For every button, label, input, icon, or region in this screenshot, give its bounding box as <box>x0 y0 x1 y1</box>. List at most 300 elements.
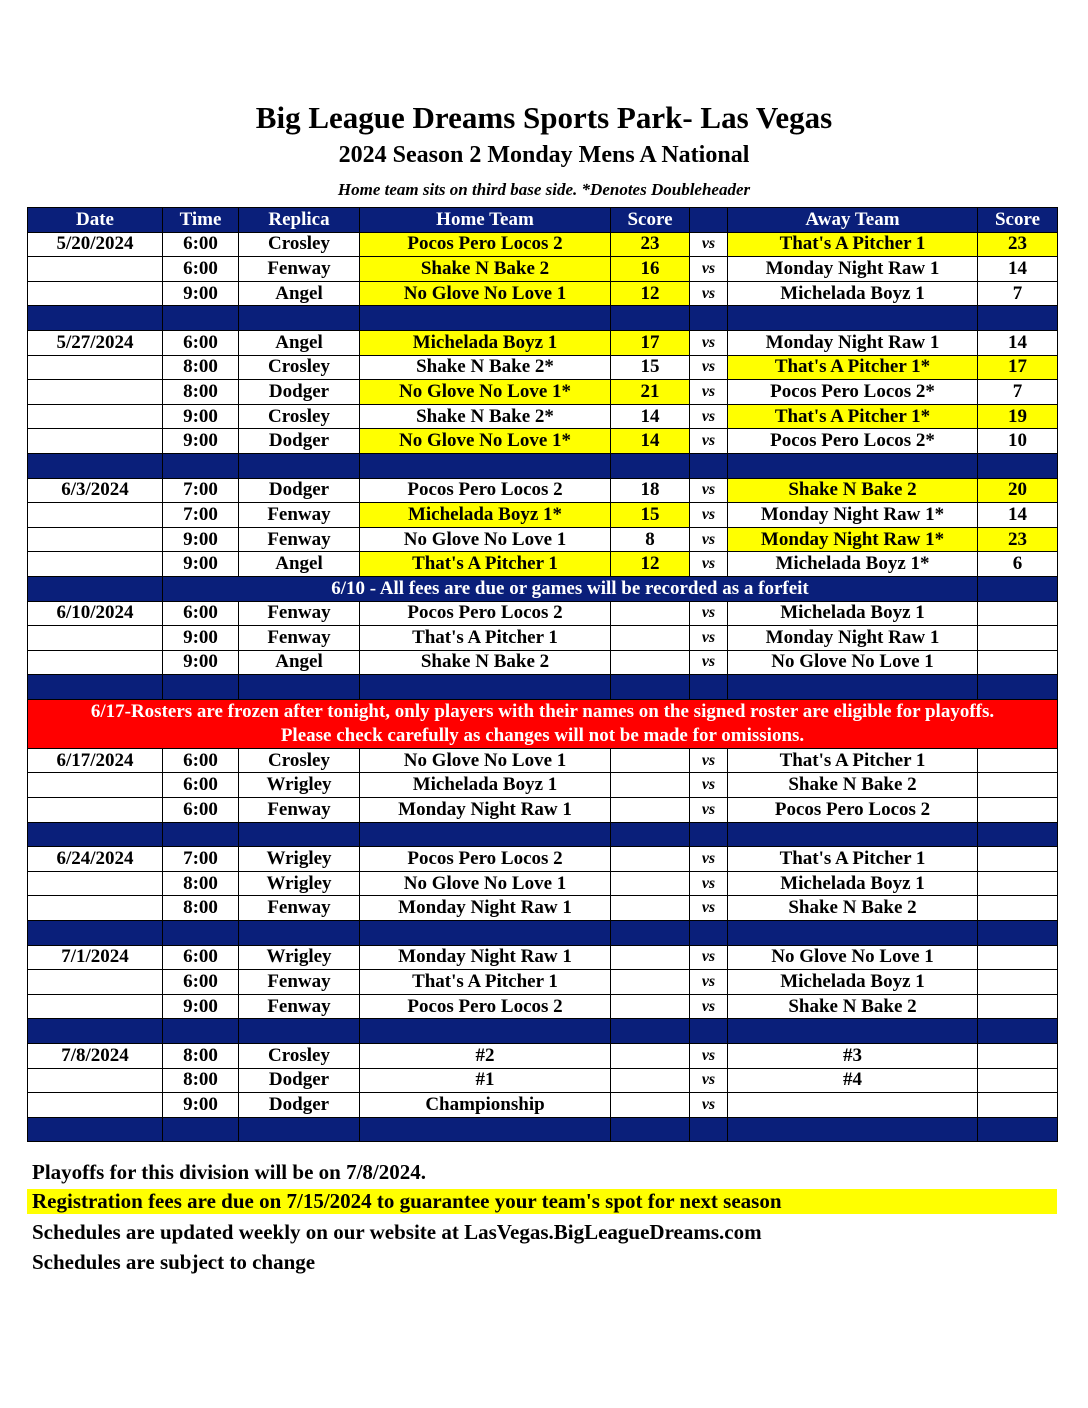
game-field: Crosley <box>239 748 360 773</box>
game-date: 7/1/2024 <box>28 945 163 970</box>
separator-cell <box>728 675 978 700</box>
game-date <box>28 773 163 798</box>
game-row <box>28 380 1058 405</box>
game-date <box>28 429 163 454</box>
away-score: 7 <box>978 380 1058 405</box>
separator-cell <box>728 306 978 331</box>
game-row <box>28 429 1058 454</box>
game-field: Dodger <box>239 478 360 503</box>
game-time: 7:00 <box>163 478 239 503</box>
away-score <box>978 970 1058 995</box>
away-team: No Glove No Love 1 <box>728 650 978 675</box>
home-team: Monday Night Raw 1 <box>360 945 611 970</box>
away-score: 6 <box>978 552 1058 577</box>
away-score: 14 <box>978 503 1058 528</box>
game-time: 7:00 <box>163 847 239 872</box>
vs-label: vs <box>690 232 728 257</box>
game-field: Fenway <box>239 970 360 995</box>
game-field: Fenway <box>239 626 360 651</box>
game-row <box>28 945 1058 970</box>
away-score <box>978 847 1058 872</box>
roster-alert <box>28 699 1058 748</box>
separator-cell <box>28 453 163 478</box>
away-score <box>978 994 1058 1019</box>
separator-cell <box>163 822 239 847</box>
vs-label: vs <box>690 1093 728 1118</box>
game-row <box>28 404 1058 429</box>
col-header-away-score: Score <box>978 208 1058 233</box>
game-time: 9:00 <box>163 429 239 454</box>
separator-cell <box>239 453 360 478</box>
game-row <box>28 552 1058 577</box>
game-field: Dodger <box>239 1068 360 1093</box>
separator-cell <box>28 822 163 847</box>
separator-cell <box>978 675 1058 700</box>
home-team: Championship <box>360 1093 611 1118</box>
game-field: Dodger <box>239 380 360 405</box>
home-score: 15 <box>611 355 690 380</box>
game-field: Crosley <box>239 404 360 429</box>
home-team: Pocos Pero Locos 2 <box>360 847 611 872</box>
away-team: That's A Pitcher 1 <box>728 748 978 773</box>
game-field: Angel <box>239 281 360 306</box>
game-field: Wrigley <box>239 847 360 872</box>
vs-label: vs <box>690 798 728 823</box>
game-time: 8:00 <box>163 1044 239 1069</box>
page-subtitle: 2024 Season 2 Monday Mens A National <box>338 142 750 168</box>
home-score <box>611 994 690 1019</box>
home-team: That's A Pitcher 1 <box>360 626 611 651</box>
home-score: 14 <box>611 404 690 429</box>
separator-cell <box>360 453 611 478</box>
separator-cell <box>690 453 728 478</box>
separator-cell <box>611 822 690 847</box>
separator-cell <box>611 1117 690 1142</box>
home-score <box>611 896 690 921</box>
away-score <box>978 945 1058 970</box>
separator-row <box>28 675 1058 700</box>
game-date: 6/10/2024 <box>28 601 163 626</box>
away-team: Pocos Pero Locos 2* <box>728 429 978 454</box>
game-row <box>28 970 1058 995</box>
game-row <box>28 748 1058 773</box>
game-time: 9:00 <box>163 552 239 577</box>
separator-cell <box>163 1117 239 1142</box>
game-row <box>28 773 1058 798</box>
separator-cell <box>611 921 690 946</box>
away-score <box>978 1093 1058 1118</box>
game-date <box>28 380 163 405</box>
home-score <box>611 1093 690 1118</box>
separator-cell <box>360 921 611 946</box>
game-date <box>28 626 163 651</box>
vs-label: vs <box>690 896 728 921</box>
game-field: Angel <box>239 330 360 355</box>
game-date <box>28 281 163 306</box>
home-team: No Glove No Love 1 <box>360 748 611 773</box>
vs-label: vs <box>690 1068 728 1093</box>
game-time: 9:00 <box>163 404 239 429</box>
banner-spacer <box>978 576 1058 601</box>
vs-label: vs <box>690 994 728 1019</box>
game-field: Angel <box>239 552 360 577</box>
game-date <box>28 970 163 995</box>
game-date: 7/8/2024 <box>28 1044 163 1069</box>
col-header-replica: Replica <box>239 208 360 233</box>
game-row <box>28 601 1058 626</box>
vs-label: vs <box>690 478 728 503</box>
away-score: 23 <box>978 232 1058 257</box>
away-team: Shake N Bake 2 <box>728 773 978 798</box>
game-time: 6:00 <box>163 970 239 995</box>
vs-label: vs <box>690 527 728 552</box>
vs-label: vs <box>690 380 728 405</box>
fees-banner-row <box>28 576 1058 601</box>
game-date <box>28 257 163 282</box>
game-field: Angel <box>239 650 360 675</box>
vs-label: vs <box>690 650 728 675</box>
separator-cell <box>360 1019 611 1044</box>
separator-cell <box>978 306 1058 331</box>
game-row <box>28 1044 1058 1069</box>
home-team: Pocos Pero Locos 2 <box>360 232 611 257</box>
separator-row <box>28 1019 1058 1044</box>
away-team: Shake N Bake 2 <box>728 896 978 921</box>
home-team: Shake N Bake 2 <box>360 257 611 282</box>
fees-banner-text: 6/10 - All fees are due or games will be recorded as a forfeit <box>163 576 978 601</box>
vs-label: vs <box>690 503 728 528</box>
home-score <box>611 945 690 970</box>
home-score <box>611 847 690 872</box>
game-time: 9:00 <box>163 650 239 675</box>
home-team: Monday Night Raw 1 <box>360 896 611 921</box>
away-team: Shake N Bake 2 <box>728 478 978 503</box>
separator-cell <box>28 675 163 700</box>
separator-cell <box>239 1019 360 1044</box>
separator-cell <box>28 1117 163 1142</box>
game-row <box>28 503 1058 528</box>
game-time: 9:00 <box>163 281 239 306</box>
separator-cell <box>360 675 611 700</box>
separator-cell <box>360 1117 611 1142</box>
game-field: Wrigley <box>239 945 360 970</box>
game-date <box>28 650 163 675</box>
game-field: Fenway <box>239 257 360 282</box>
game-row <box>28 527 1058 552</box>
separator-cell <box>978 1117 1058 1142</box>
game-field: Crosley <box>239 355 360 380</box>
game-row <box>28 798 1058 823</box>
home-score: 21 <box>611 380 690 405</box>
home-team: No Glove No Love 1* <box>360 380 611 405</box>
game-row <box>28 257 1058 282</box>
away-team: Monday Night Raw 1 <box>728 330 978 355</box>
separator-cell <box>728 822 978 847</box>
separator-cell <box>690 306 728 331</box>
separator-cell <box>978 822 1058 847</box>
separator-cell <box>163 675 239 700</box>
separator-cell <box>690 921 728 946</box>
home-team: No Glove No Love 1 <box>360 281 611 306</box>
col-header-vs <box>690 208 728 233</box>
home-score <box>611 748 690 773</box>
home-team: Shake N Bake 2 <box>360 650 611 675</box>
separator-cell <box>239 675 360 700</box>
home-team: Michelada Boyz 1 <box>360 330 611 355</box>
game-field: Wrigley <box>239 871 360 896</box>
game-date: 6/17/2024 <box>28 748 163 773</box>
away-team: Monday Night Raw 1* <box>728 527 978 552</box>
vs-label: vs <box>690 945 728 970</box>
home-team: Michelada Boyz 1* <box>360 503 611 528</box>
schedule-table <box>27 207 1058 1142</box>
separator-cell <box>728 1019 978 1044</box>
separator-row <box>28 1117 1058 1142</box>
separator-cell <box>239 1117 360 1142</box>
separator-row <box>28 822 1058 847</box>
game-field: Wrigley <box>239 773 360 798</box>
separator-cell <box>978 921 1058 946</box>
home-score <box>611 970 690 995</box>
home-team: Michelada Boyz 1 <box>360 773 611 798</box>
away-score: 17 <box>978 355 1058 380</box>
footer-registration-note: Registration fees are due on 7/15/2024 to guarantee your team's spot for next season <box>27 1189 1057 1214</box>
home-team: Shake N Bake 2* <box>360 404 611 429</box>
game-date: 6/24/2024 <box>28 847 163 872</box>
separator-row <box>28 306 1058 331</box>
game-time: 6:00 <box>163 945 239 970</box>
separator-cell <box>360 822 611 847</box>
game-time: 9:00 <box>163 1093 239 1118</box>
away-team: Pocos Pero Locos 2 <box>728 798 978 823</box>
away-team: That's A Pitcher 1 <box>728 847 978 872</box>
game-row <box>28 1093 1058 1118</box>
table-header-row <box>28 208 1058 233</box>
vs-label: vs <box>690 257 728 282</box>
separator-cell <box>163 306 239 331</box>
vs-label: vs <box>690 1044 728 1069</box>
home-score <box>611 1068 690 1093</box>
home-team: That's A Pitcher 1 <box>360 552 611 577</box>
away-team: Michelada Boyz 1 <box>728 970 978 995</box>
separator-cell <box>611 1019 690 1044</box>
game-row <box>28 232 1058 257</box>
game-time: 6:00 <box>163 798 239 823</box>
separator-cell <box>690 1117 728 1142</box>
game-row <box>28 626 1058 651</box>
separator-cell <box>611 453 690 478</box>
away-score <box>978 798 1058 823</box>
separator-cell <box>690 1019 728 1044</box>
away-score: 19 <box>978 404 1058 429</box>
vs-label: vs <box>690 281 728 306</box>
home-team: Pocos Pero Locos 2 <box>360 601 611 626</box>
game-field: Fenway <box>239 601 360 626</box>
separator-cell <box>239 822 360 847</box>
game-row <box>28 994 1058 1019</box>
away-score <box>978 773 1058 798</box>
away-score <box>978 1068 1058 1093</box>
separator-cell <box>611 675 690 700</box>
game-row <box>28 281 1058 306</box>
game-time: 9:00 <box>163 527 239 552</box>
separator-cell <box>728 1117 978 1142</box>
home-score: 8 <box>611 527 690 552</box>
game-date <box>28 994 163 1019</box>
separator-cell <box>611 306 690 331</box>
away-score <box>978 601 1058 626</box>
footer-website-note: Schedules are updated weekly on our website at LasVegas.BigLeagueDreams.com <box>32 1220 762 1244</box>
home-team: That's A Pitcher 1 <box>360 970 611 995</box>
banner-spacer <box>28 576 163 601</box>
separator-cell <box>690 675 728 700</box>
vs-label: vs <box>690 330 728 355</box>
footer-playoffs-note: Playoffs for this division will be on 7/8/2024. <box>32 1160 426 1184</box>
away-score <box>978 1044 1058 1069</box>
away-team: Michelada Boyz 1 <box>728 601 978 626</box>
game-field: Crosley <box>239 232 360 257</box>
separator-cell <box>28 306 163 331</box>
game-date <box>28 798 163 823</box>
separator-cell <box>28 921 163 946</box>
separator-cell <box>163 921 239 946</box>
away-score: 10 <box>978 429 1058 454</box>
vs-label: vs <box>690 847 728 872</box>
game-date <box>28 896 163 921</box>
home-team: No Glove No Love 1* <box>360 429 611 454</box>
away-score: 7 <box>978 281 1058 306</box>
away-score: 14 <box>978 257 1058 282</box>
home-score: 17 <box>611 330 690 355</box>
home-team: #2 <box>360 1044 611 1069</box>
game-time: 6:00 <box>163 773 239 798</box>
home-score: 15 <box>611 503 690 528</box>
away-team: Monday Night Raw 1 <box>728 257 978 282</box>
game-row <box>28 478 1058 503</box>
col-header-time: Time <box>163 208 239 233</box>
away-team: Michelada Boyz 1* <box>728 552 978 577</box>
away-team: Monday Night Raw 1* <box>728 503 978 528</box>
away-score: 23 <box>978 527 1058 552</box>
away-score <box>978 748 1058 773</box>
home-score <box>611 773 690 798</box>
game-date: 5/27/2024 <box>28 330 163 355</box>
home-score <box>611 798 690 823</box>
footer-change-note: Schedules are subject to change <box>32 1250 316 1274</box>
game-date <box>28 404 163 429</box>
away-team: Michelada Boyz 1 <box>728 281 978 306</box>
away-score <box>978 626 1058 651</box>
home-team: Shake N Bake 2* <box>360 355 611 380</box>
roster-alert-line1: 6/17-Rosters are frozen after tonight, only players with their names on the signed roster are eligible for playoffs. <box>90 700 995 722</box>
game-date: 6/3/2024 <box>28 478 163 503</box>
game-row <box>28 355 1058 380</box>
away-score: 20 <box>978 478 1058 503</box>
game-time: 9:00 <box>163 994 239 1019</box>
away-team: #4 <box>728 1068 978 1093</box>
schedule-note: Home team sits on third base side. *Denotes Doubleheader <box>337 180 751 199</box>
game-field: Dodger <box>239 1093 360 1118</box>
vs-label: vs <box>690 871 728 896</box>
game-date <box>28 1093 163 1118</box>
away-team: Michelada Boyz 1 <box>728 871 978 896</box>
game-time: 8:00 <box>163 380 239 405</box>
game-date <box>28 503 163 528</box>
home-score: 18 <box>611 478 690 503</box>
game-time: 8:00 <box>163 871 239 896</box>
game-row <box>28 1068 1058 1093</box>
separator-cell <box>728 921 978 946</box>
game-date <box>28 1068 163 1093</box>
game-row <box>28 847 1058 872</box>
home-score: 12 <box>611 281 690 306</box>
col-header-away-team: Away Team <box>728 208 978 233</box>
separator-cell <box>163 453 239 478</box>
separator-cell <box>690 822 728 847</box>
away-score <box>978 871 1058 896</box>
vs-label: vs <box>690 773 728 798</box>
home-score: 16 <box>611 257 690 282</box>
separator-cell <box>28 1019 163 1044</box>
game-date <box>28 355 163 380</box>
game-field: Fenway <box>239 896 360 921</box>
away-team: That's A Pitcher 1* <box>728 355 978 380</box>
game-row <box>28 650 1058 675</box>
game-field: Crosley <box>239 1044 360 1069</box>
away-team: That's A Pitcher 1* <box>728 404 978 429</box>
separator-cell <box>360 306 611 331</box>
vs-label: vs <box>690 970 728 995</box>
separator-cell <box>163 1019 239 1044</box>
game-time: 9:00 <box>163 626 239 651</box>
separator-cell <box>728 453 978 478</box>
home-score: 12 <box>611 552 690 577</box>
game-date <box>28 871 163 896</box>
game-row <box>28 896 1058 921</box>
home-team: Monday Night Raw 1 <box>360 798 611 823</box>
game-time: 8:00 <box>163 355 239 380</box>
away-team: Pocos Pero Locos 2* <box>728 380 978 405</box>
home-team: No Glove No Love 1 <box>360 527 611 552</box>
vs-label: vs <box>690 429 728 454</box>
game-time: 6:00 <box>163 257 239 282</box>
game-time: 8:00 <box>163 1068 239 1093</box>
col-header-date: Date <box>28 208 163 233</box>
home-team: No Glove No Love 1 <box>360 871 611 896</box>
game-field: Dodger <box>239 429 360 454</box>
home-score <box>611 1044 690 1069</box>
away-team: #3 <box>728 1044 978 1069</box>
away-team <box>728 1093 978 1118</box>
game-time: 6:00 <box>163 748 239 773</box>
col-header-home-score: Score <box>611 208 690 233</box>
home-team: #1 <box>360 1068 611 1093</box>
home-score <box>611 871 690 896</box>
game-field: Fenway <box>239 527 360 552</box>
vs-label: vs <box>690 355 728 380</box>
vs-label: vs <box>690 404 728 429</box>
home-score: 23 <box>611 232 690 257</box>
separator-cell <box>239 306 360 331</box>
game-time: 7:00 <box>163 503 239 528</box>
schedule-body <box>28 232 1058 1142</box>
home-team: Pocos Pero Locos 2 <box>360 478 611 503</box>
home-score: 14 <box>611 429 690 454</box>
separator-row <box>28 453 1058 478</box>
game-time: 6:00 <box>163 330 239 355</box>
away-score <box>978 650 1058 675</box>
vs-label: vs <box>690 626 728 651</box>
